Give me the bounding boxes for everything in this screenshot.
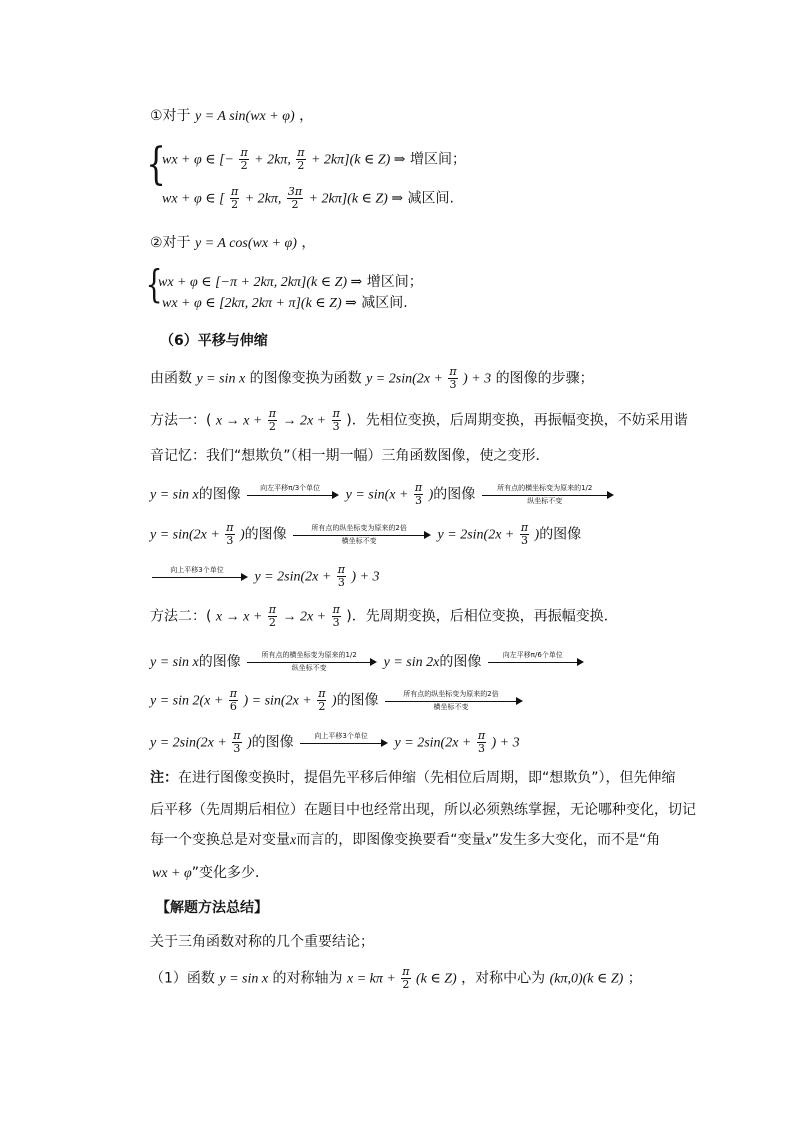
formula: wx + φ ∈ [− [162, 152, 235, 168]
arrow-label: 所有点的纵坐标变为原来的2倍 [311, 523, 407, 532]
denominator: 2 [402, 978, 410, 991]
text: 由函数 [150, 370, 192, 387]
formula: wx + φ [152, 866, 192, 881]
denominator: 3 [233, 742, 241, 755]
formula: y = sin 2(x + [150, 693, 224, 709]
transform-arrow [482, 484, 614, 506]
formula: ) + 3 [351, 569, 380, 585]
numerator: 3π [287, 185, 303, 198]
formula: y = A sin(wx + φ) [195, 109, 295, 124]
arrow-label: 所有点的横坐标变为原来的1/2 [497, 483, 593, 492]
method-one-step-2 [150, 522, 581, 547]
fraction [332, 604, 341, 629]
text: 而言的，即图像变换要看“变量 [296, 832, 486, 848]
text: )．先周期变换，后相位变换，再振幅变换． [346, 608, 618, 625]
formula: ) [534, 527, 540, 543]
arrow-label: 向左平移π/6个单位 [502, 651, 563, 659]
transform-arrow [488, 651, 584, 673]
formula: y = sin x [196, 371, 246, 387]
numerator: π [240, 146, 248, 159]
formula: ) [239, 527, 245, 543]
formula: x → x + [215, 413, 263, 429]
fraction [448, 366, 457, 391]
fraction [317, 688, 326, 713]
formula: wx + φ ∈ [ [162, 191, 225, 207]
formula: + 2kπ](k ∈ Z) ⇒ [308, 191, 404, 207]
text: ， [299, 108, 314, 124]
text: 的图像 [539, 526, 582, 543]
formula: → 2x + [282, 413, 327, 429]
formula: (kπ,0)(k ∈ Z) [549, 971, 624, 987]
denominator: 2 [291, 198, 299, 211]
denominator: 2 [240, 159, 248, 172]
numerator: π [231, 185, 239, 198]
note-paragraph-line [150, 768, 676, 788]
text: 的图像 [336, 692, 379, 709]
arrow-label: 所有点的纵坐标变为原来的2倍 [403, 689, 499, 698]
denominator: 2 [297, 159, 305, 172]
formula: x [290, 833, 297, 848]
numerator: π [226, 521, 234, 534]
denominator: 6 [229, 700, 237, 713]
text: 的对称轴为 [272, 970, 343, 987]
text: 的图像 [251, 734, 294, 751]
fraction [230, 186, 239, 211]
transform-arrow [247, 484, 339, 506]
formula: x → x + [215, 609, 263, 625]
text: 的图像 [439, 654, 482, 670]
formula: + 2kπ, [254, 152, 291, 168]
formula: ) + 3 [491, 735, 520, 751]
numerator: π [268, 407, 276, 420]
cos-case-heading [150, 233, 315, 254]
text: ， [301, 235, 316, 251]
denominator: 3 [332, 420, 340, 433]
cos-increasing-interval [158, 272, 423, 293]
formula: y = 2sin(2x + [150, 735, 227, 751]
transform-arrow [300, 732, 388, 754]
fraction [287, 186, 303, 211]
text: ①对于 [150, 108, 191, 124]
numerator: π [477, 729, 486, 742]
denominator: 3 [415, 494, 423, 507]
formula: + 2kπ, [244, 191, 282, 207]
formula: ) + 3 [463, 371, 492, 387]
formula: y = 2sin(2x + [437, 527, 515, 543]
transform-arrow [293, 524, 431, 546]
fraction [296, 147, 305, 172]
formula: y = sin x [150, 487, 199, 503]
denominator: 3 [337, 576, 345, 589]
numerator: π [520, 521, 529, 534]
brace-symbol: { [145, 262, 163, 306]
arrow-label: 横坐标不变 [341, 536, 377, 545]
text: 方法二：( [150, 608, 212, 625]
numerator: π [268, 603, 276, 616]
note-paragraph-line [150, 830, 660, 851]
arrow-label: 横坐标不变 [433, 702, 469, 711]
text: 增区间； [409, 151, 466, 168]
text: )．先相位变换，后周期变换，再振幅变换，不妨采用谐 [346, 412, 688, 429]
formula: y = 2sin(2x + [394, 735, 472, 751]
text: ，对称中心为 [461, 970, 546, 987]
method-two-step-2 [150, 688, 525, 713]
formula: y = A cos(wx + φ) [195, 236, 297, 251]
denominator: 2 [231, 198, 239, 211]
text: 的图像的步骤； [495, 370, 594, 387]
formula: y = sin(2x + [150, 527, 220, 543]
fraction [337, 564, 346, 589]
denominator: 3 [226, 534, 234, 547]
numerator: π [318, 687, 326, 700]
denominator: 3 [332, 616, 340, 629]
transform-arrow [385, 690, 523, 712]
numerator: π [229, 687, 238, 700]
arrow-label: 所有点的横坐标变为原来的1/2 [261, 651, 357, 659]
summary-heading: 【解题方法总结】 [156, 900, 268, 916]
formula: ) [428, 487, 434, 503]
cos-decreasing-interval [162, 293, 408, 314]
method-one-summary [150, 408, 688, 433]
note-paragraph-line [152, 863, 269, 884]
text: 方法一：( [150, 412, 212, 429]
formula: (k ∈ Z) [415, 971, 457, 987]
sin-increasing-interval [162, 147, 466, 172]
note-paragraph-line: 后平移（先周期后相位）在题目中也经常出现，所以必须熟练掌握，无论哪种变化，切记 [150, 802, 696, 818]
method-one-step-3 [150, 564, 380, 589]
fraction [401, 966, 410, 991]
formula: y = 2sin(2x + [366, 371, 443, 387]
fraction [332, 408, 341, 433]
text: 的图像 [433, 486, 476, 503]
summary-item-1 [150, 966, 642, 991]
denominator: 2 [268, 616, 276, 629]
formula: → 2x + [282, 609, 327, 625]
numerator: π [332, 407, 340, 420]
arrow-label: 纵坐标不变 [527, 496, 563, 505]
formula: + 2kπ](k ∈ Z) ⇒ [310, 152, 406, 168]
summary-intro: 关于三角函数对称的几个重要结论； [150, 934, 374, 950]
formula: y = sin(x + [345, 487, 409, 503]
transform-arrow [247, 651, 377, 673]
text: ”发生多大变化，而不是“角 [491, 832, 661, 848]
numerator: π [297, 146, 305, 159]
fraction [520, 522, 529, 547]
numerator: π [332, 603, 340, 616]
sin-case-heading [150, 106, 313, 127]
formula: ) = sin(2x + [243, 693, 312, 709]
arrow-label: 向左平移π/3个单位 [260, 483, 321, 492]
fraction [414, 482, 423, 507]
section-heading: （6）平移与伸缩 [160, 333, 268, 349]
method-one-mnemonic: 音记忆：我们“想欺负”（相一期一幅）三角函数图像，使之变形． [150, 448, 550, 464]
formula: x [485, 833, 492, 848]
formula: ) [331, 693, 337, 709]
text: 每一个变换总是对变量 [150, 832, 290, 848]
denominator: 3 [449, 378, 457, 391]
arrow-label: 向上平移3个单位 [314, 731, 368, 740]
denominator: 3 [477, 742, 485, 755]
numerator: π [233, 729, 241, 742]
formula: wx + φ ∈ [2kπ, 2kπ + π](k ∈ Z) ⇒ [162, 296, 357, 311]
method-two-step-1 [150, 651, 586, 673]
transform-intro [150, 366, 594, 391]
fraction [232, 730, 241, 755]
text: 减区间. [407, 190, 454, 207]
fraction [229, 688, 238, 713]
denominator: 2 [318, 700, 326, 713]
formula: y = 2sin(2x + [254, 569, 332, 585]
fraction [268, 408, 277, 433]
formula: ) [246, 735, 252, 751]
fraction [268, 604, 277, 629]
denominator: 3 [520, 534, 528, 547]
formula: y = sin x [219, 971, 269, 987]
text: ”变化多少． [191, 865, 270, 881]
text: （1）函数 [150, 970, 215, 987]
text: 的图像变换为函数 [249, 370, 362, 387]
numerator: π [449, 365, 457, 378]
fraction [225, 522, 234, 547]
formula: y = sin x [150, 655, 199, 670]
formula: y = sin 2x [383, 655, 440, 670]
fraction [239, 147, 248, 172]
text: 减区间. [361, 295, 408, 311]
text: 增区间； [366, 274, 423, 290]
text: 的图像 [198, 486, 241, 503]
method-two-summary [150, 604, 618, 629]
denominator: 2 [268, 420, 276, 433]
fraction [477, 730, 486, 755]
sin-decreasing-interval [162, 186, 454, 211]
numerator: π [414, 481, 423, 494]
text: ； [627, 970, 642, 987]
text: ②对于 [150, 235, 191, 251]
formula: wx + φ ∈ [−π + 2kπ, 2kπ](k ∈ Z) ⇒ [158, 275, 363, 290]
brace-symbol: { [146, 139, 166, 190]
arrow-label: 向上平移3个单位 [170, 565, 224, 574]
note-label: 注： [150, 770, 178, 786]
arrow-label: 纵坐标不变 [291, 664, 327, 672]
formula: x = kπ + [347, 971, 396, 987]
text: 在进行图像变换时，提倡先平移后伸缩（先相位后周期，即“想欺负”），但先伸缩 [178, 770, 676, 786]
method-one-step-1 [150, 482, 616, 507]
numerator: π [337, 563, 345, 576]
text: 的图像 [198, 654, 241, 670]
text: 的图像 [244, 526, 287, 543]
numerator: π [402, 965, 410, 978]
method-two-step-3 [150, 730, 520, 755]
transform-arrow [152, 566, 248, 588]
